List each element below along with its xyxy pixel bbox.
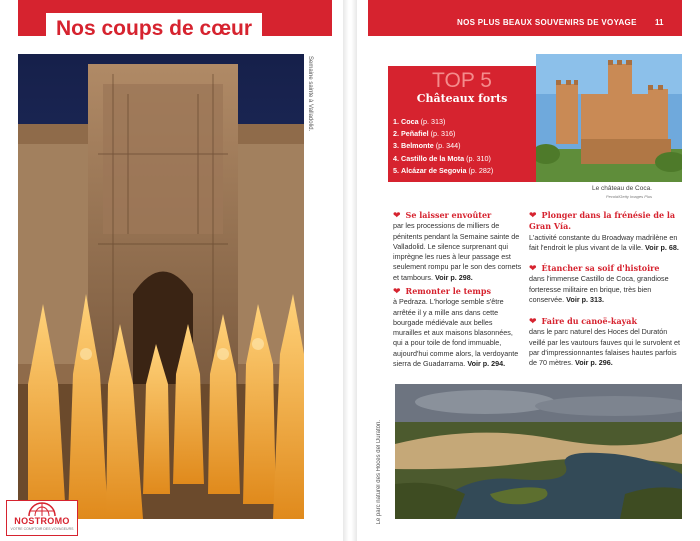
top5-kicker: TOP 5 [432,69,492,92]
nostromo-watermark [6,500,78,536]
section-ref: Voir p. 294. [467,359,506,369]
section-heading: Plonger dans la frénésie de la Gran Vía. [529,210,676,232]
list-item: 2. Peñafiel (p. 316) [393,129,456,139]
nostromo-logo-text: NOSTROMO [14,516,70,526]
river-canyon-photo [395,384,682,519]
section-heading: Faire du canoë-kayak [541,316,638,326]
list-item: 3. Belmonte (p. 344) [393,141,461,151]
list-item: 1. Coca (p. 313) [393,117,446,126]
list-item: 5. Alcázar de Segovia (p. 282) [393,165,494,175]
canyon-illustration [395,384,682,519]
top5-title: Châteaux forts [416,92,508,105]
heart-icon: ❤ [393,286,401,296]
castle-illustration [536,54,682,182]
page-number: 11 [655,18,664,27]
book-gutter [343,0,357,541]
section-body: dans l'immense Castillo de Coca, grandiose forteresse militaire en brique, très bien conservée. [529,274,669,304]
section-ref: Voir p. 298. [434,272,473,282]
section-ref: Voir p. 68. [645,242,679,252]
section-body: par les processions de milliers de pénitents pendant la Semaine sainte de Valladolid. Le silence surprenant qui imprègne les rues à leur passage est seulement rompu par le son des cornets et tambours. [393,221,522,282]
section-canoe [529,316,681,368]
list-item: 4. Castillo de la Mota (p. 310) [393,153,491,163]
section-body: L'activité constante du Broadway madrilène en fait l'endroit le plus vivant de la ville. [529,232,678,252]
castle-credit: Pecold/Getty Images Plus [605,194,652,199]
section-granvia [529,210,681,253]
section-body: à Pedraza. L'horloge semble s'être arrêtée il y a mille ans dans cette bourgade médiévale aux belles murailles et aux maisons blasonnées, qui a pour toile de fond immuable, aujourd'hui comme alors, la verdoyante sierra de Guadarrama. [393,297,519,369]
photo-credit-text: Semaine sainte à Valladolid. [307,56,313,132]
globe-icon [7,501,77,517]
heart-icon: ❤ [393,210,401,220]
heart-icon: ❤ [529,316,537,326]
section-histoire [529,263,681,305]
photo-credit-left [307,56,323,146]
section-heading: Étancher sa soif d'histoire [541,263,660,273]
running-header: NOS PLUS BEAUX SOUVENIRS DE VOYAGE [457,18,637,27]
page-title: Nos coups de cœur [46,13,262,45]
section-heading: Remonter le temps [405,286,491,296]
photo-credit-bottom [376,420,392,525]
procession-illustration [18,54,304,519]
castle-photo [536,54,682,182]
photo-credit-text: Le parc naturel des Hoces del Duratón. [376,420,382,525]
top5-list [393,116,535,177]
heart-icon: ❤ [529,210,537,220]
section-temps [393,286,523,369]
section-heading: Se laisser envoûter [405,210,492,220]
nostromo-tagline: VOTRE COMPTOIR DES VOYAGEURS [10,527,74,531]
section-envouter [393,210,523,283]
heart-icon: ❤ [529,263,537,273]
section-body: dans le parc naturel des Hoces del Duratón veillé par les vautours fauves qui le survolent et par d'impressionnantes falaises hautes parfois de 70 mètres. [529,327,681,368]
castle-caption: Le château de Coca. [592,185,652,192]
procession-photo [18,54,304,519]
section-ref: Voir p. 296. [574,358,613,368]
section-ref: Voir p. 313. [566,294,604,304]
